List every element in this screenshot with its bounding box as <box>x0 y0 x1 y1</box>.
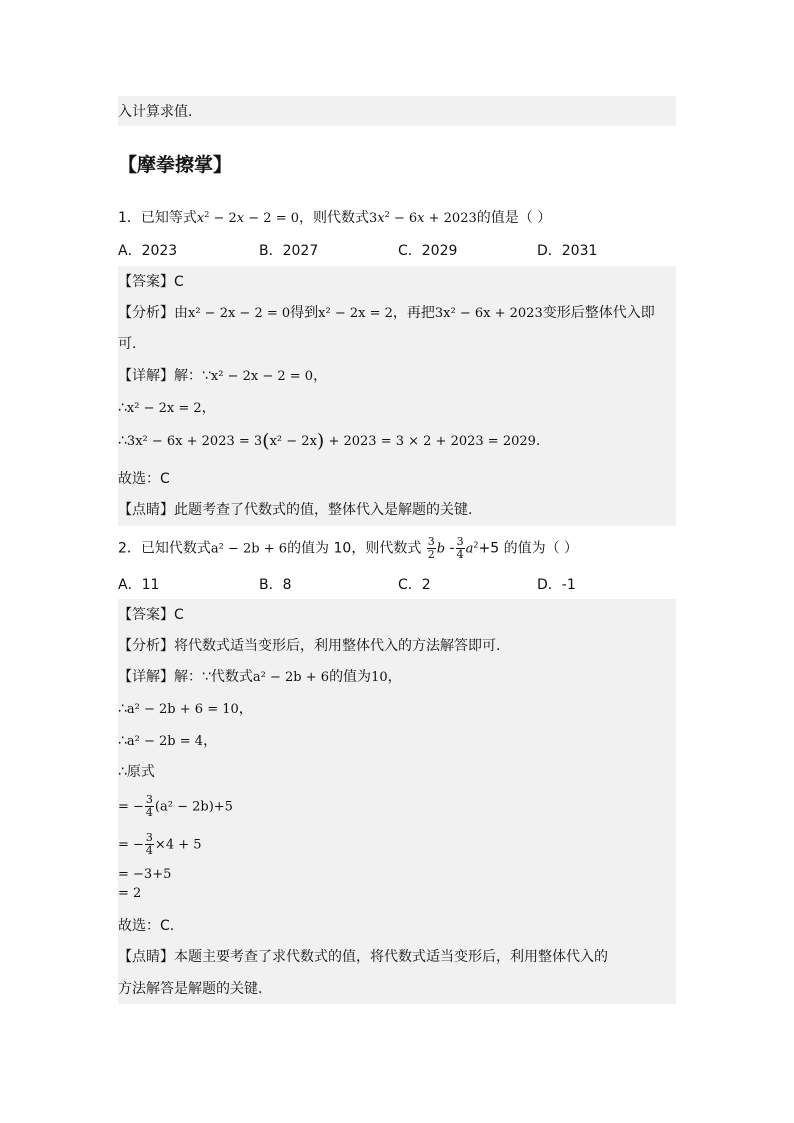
question-1-choice: 故选：C <box>118 471 170 487</box>
question-2-calc-3: = −3+5 <box>118 867 172 882</box>
question-1-step-3: ∴3x² − 6x + 2023 = 3(x² − 2x) + 2023 = 3 × 2 + 2023 = 2029. <box>118 430 541 452</box>
question-1-stem: 1．已知等式$x^2 - 2x - 2 = 0$，则代数式$3x^2 - 6x + 2023$的值是（ ） <box>118 210 552 226</box>
question-2-option-b: B．8 <box>259 577 292 593</box>
question-1-comment: 【点睛】此题考查了代数式的值，整体代入是解题的关键. <box>118 502 473 518</box>
question-2-option-a: A．11 <box>118 577 160 593</box>
question-2-choice: 故选：C. <box>118 918 175 934</box>
section-title: 【摩拳擦掌】 <box>118 154 233 176</box>
question-1-step-2: ∴x² − 2x = 2， <box>118 400 216 416</box>
question-2-option-d: D．-1 <box>537 577 576 593</box>
question-2-detail: 【详解】解：∵代数式a² − 2b + 6的值为10， <box>118 669 402 685</box>
question-2-analysis: 【分析】将代数式适当变形后，利用整体代入的方法解答即可. <box>118 638 501 654</box>
question-1-detail: 【详解】解：∵x² − 2x − 2 = 0， <box>118 368 328 384</box>
question-2-stem: 2．已知代数式a² − 2b + 6的值为 10，则代数式 $\frac{3}{2}$ b - $\frac{3}{4}$ $a^2+5$ 的值为（ ） <box>118 535 579 561</box>
question-2-step-2: ∴a² − 2b + 6 = 10， <box>118 701 253 717</box>
question-2-answer: 【答案】C <box>118 607 184 623</box>
question-1-answer: 【答案】C <box>118 274 184 290</box>
question-1-option-d: D．2031 <box>537 243 598 259</box>
question-2-comment-line-1: 【点睛】本题主要考查了求代数式的值，将代数式适当变形后，利用整体代入的 <box>118 949 608 965</box>
fraction-three-halves: $\frac{3}{2}$ <box>427 535 435 561</box>
question-2-calc-1: = − $\frac{3}{4}$ (a² − 2b)+5 <box>118 793 233 819</box>
question-2-step-3: ∴a² − 2b = 4， <box>118 733 218 749</box>
question-2-comment-line-2: 方法解答是解题的关键. <box>118 981 263 997</box>
fraction-three-quarters: $\frac{3}{4}$ <box>456 535 464 561</box>
question-1-option-b: B．2027 <box>259 243 319 259</box>
question-1-option-c: C．2029 <box>398 243 458 259</box>
question-2-calc-2: = − $\frac{3}{4}$ ×4 + 5 <box>118 831 202 857</box>
previous-text-tail: 入计算求值. <box>118 96 676 126</box>
question-1-option-a: A．2023 <box>118 243 178 259</box>
question-2-calc-4: = 2 <box>118 886 142 901</box>
question-2-original-expression: ∴原式 <box>118 764 155 780</box>
question-2-option-c: C．2 <box>398 577 431 593</box>
question-1-analysis: 【分析】由x² − 2x − 2 = 0得到x² − 2x = 2，再把3x² − 6x + 2023变形后整体代入即 <box>118 305 655 321</box>
question-1-analysis-tail: 可. <box>118 336 137 352</box>
